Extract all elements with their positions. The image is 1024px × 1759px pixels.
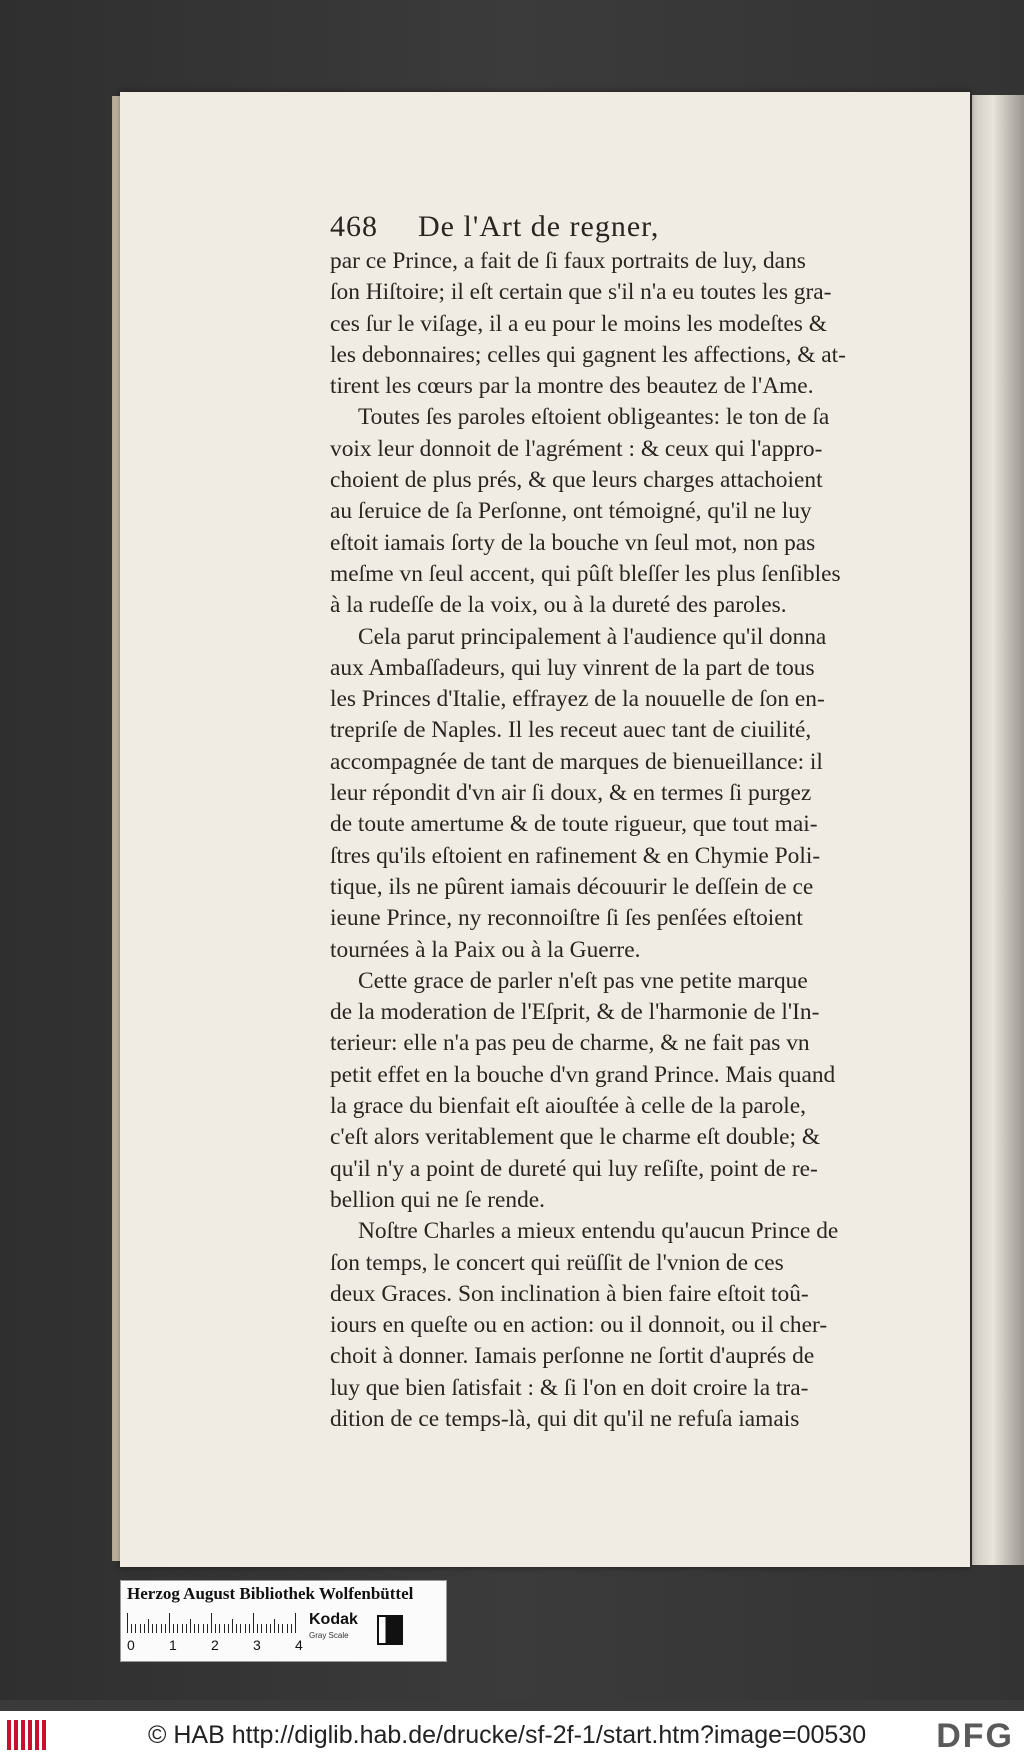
ruler-tick <box>207 1624 208 1633</box>
ruler-tick <box>295 1613 296 1633</box>
ruler-tick <box>148 1619 149 1633</box>
ruler-number: 4 <box>295 1637 303 1653</box>
ruler-tick <box>152 1624 153 1633</box>
ruler-tick <box>274 1619 275 1633</box>
page-edge-right <box>972 95 1024 1565</box>
ruler-scale <box>127 1611 307 1633</box>
kodak-brand: Kodak <box>309 1611 358 1628</box>
page-number: 468 <box>330 210 378 243</box>
text-lines <box>330 246 890 1435</box>
ruler-tick <box>253 1613 254 1633</box>
text-line: choit à donner. Iamais perſonne ne ſortit d'auprés de <box>330 1343 815 1370</box>
text-line: Noſtre Charles a mieux entendu qu'aucun Prince de <box>358 1218 839 1245</box>
text-line: eſtoit iamais ſorty de la bouche vn ſeul mot, non pas <box>330 529 816 556</box>
ruler-tick <box>190 1619 191 1633</box>
text-line: terieur: elle n'a pas peu de charme, & ne fait pas vn <box>330 1030 810 1057</box>
ruler-tick <box>245 1624 246 1633</box>
ruler-tick <box>140 1624 141 1633</box>
text-line: luy que bien ſatisfait : & ſi l'on en doit croire la tra- <box>330 1374 809 1401</box>
ruler-tick <box>182 1624 183 1633</box>
text-line: leur répondit d'vn air ſi doux, & en termes ſi purgez <box>330 780 812 807</box>
ruler-tick <box>278 1624 279 1633</box>
text-line: Cette grace de parler n'eſt pas vne petite marque <box>358 967 808 994</box>
ruler-tick <box>257 1624 258 1633</box>
ruler-tick <box>211 1613 212 1633</box>
text-line: de toute amertume & de toute rigueur, que tout mai- <box>330 811 818 838</box>
ruler-number: 3 <box>253 1637 261 1653</box>
text-line: deux Graces. Son inclination à bien faire eſtoit toû- <box>330 1280 809 1307</box>
hab-logo-icon <box>4 1717 48 1753</box>
text-line: voix leur donnoit de l'agrément : & ceux qui l'appro- <box>330 435 823 462</box>
ruler-tick <box>144 1624 145 1633</box>
text-line: au ſeruice de ſa Perſonne, ont témoigné, qu'il ne luy <box>330 498 812 525</box>
ruler-tick <box>131 1624 132 1633</box>
running-title: De l'Art de regner, <box>418 210 660 243</box>
text-line: meſme vn ſeul accent, qui pûſt bleſſer les plus ſenſibles <box>330 560 841 587</box>
text-line: ſtres qu'ils eſtoient en rafinement & en Chymie Poli- <box>330 842 821 869</box>
text-line: qu'il n'y a point de dureté qui luy reſiſte, point de re- <box>330 1155 818 1182</box>
ruler-tick <box>291 1624 292 1633</box>
ruler-tick <box>186 1624 187 1633</box>
text-line: par ce Prince, a fait de ſi faux portraits de luy, dans <box>330 248 806 274</box>
text-line: tirent les cœurs par la montre des beautez de l'Ame. <box>330 373 814 400</box>
ruler-number: 0 <box>127 1637 135 1653</box>
ruler-tick <box>173 1624 174 1633</box>
text-line: les Princes d'Italie, effrayez de la nouuelle de ſon en- <box>330 686 825 713</box>
ruler-tick <box>249 1624 250 1633</box>
ruler-tick <box>266 1624 267 1633</box>
text-line: la grace du bienfait eſt aiouſtée à celle de la parole, <box>330 1093 807 1120</box>
ruler-number: 2 <box>211 1637 219 1653</box>
text-line: tournées à la Paix ou à la Guerre. <box>330 936 641 963</box>
ruler-tick <box>165 1624 166 1633</box>
footer-bar <box>0 1711 1024 1759</box>
ruler-tick <box>194 1624 195 1633</box>
text-line: Toutes ſes paroles eſtoient obligeantes: le ton de ſa <box>358 404 830 431</box>
ruler-tick <box>169 1613 170 1633</box>
ruler-tick <box>287 1624 288 1633</box>
ruler-tick <box>236 1624 237 1633</box>
ruler-tick <box>240 1624 241 1633</box>
ruler-tick <box>161 1624 162 1633</box>
archive-label <box>120 1580 447 1662</box>
grayscale-swatch-icon <box>377 1615 403 1645</box>
library-name: Herzog August Bibliothek Wolfenbüttel <box>127 1584 414 1603</box>
ruler-number: 1 <box>169 1637 177 1653</box>
page-text <box>330 210 890 1435</box>
ruler-tick <box>219 1624 220 1633</box>
ruler-tick <box>215 1624 216 1633</box>
ruler-tick <box>198 1624 199 1633</box>
text-line: à la rudeſſe de la voix, ou à la dureté des paroles. <box>330 592 787 619</box>
text-line: iours en queſte ou en action: ou il donnoit, ou il cher- <box>330 1312 828 1339</box>
ruler-tick <box>224 1624 225 1633</box>
text-line: petit effet en la bouche d'vn grand Prince. Mais quand <box>330 1061 836 1088</box>
ruler-tick <box>228 1624 229 1633</box>
ruler-tick <box>177 1624 178 1633</box>
text-line: ſon temps, le concert qui reüſſit de l'vnion de ces <box>330 1249 784 1276</box>
text-line: aux Ambaſſadeurs, qui luy vinrent de la part de tous <box>330 654 815 681</box>
text-line: bellion qui ne ſe rende. <box>330 1186 545 1213</box>
kodak-subtitle: Gray Scale <box>309 1631 349 1640</box>
ruler-tick <box>203 1624 204 1633</box>
dfg-logo: DFG <box>936 1717 1014 1755</box>
text-line: ſon Hiſtoire; il eſt certain que s'il n'a eu toutes les gra- <box>330 279 832 306</box>
text-line: les debonnaires; celles qui gagnent les affections, & at- <box>330 341 846 368</box>
ruler-tick <box>261 1624 262 1633</box>
text-line: de la moderation de l'Eſprit, & de l'harmonie de l'In- <box>330 999 820 1026</box>
ruler-tick <box>282 1624 283 1633</box>
text-line: accompagnée de tant de marques de bienueillance: il <box>330 748 823 775</box>
text-line: trepriſe de Naples. Il les receut auec tant de ciuilité, <box>330 717 812 744</box>
text-line: tique, ils ne pûrent iamais découurir le deſſein de ce <box>330 873 814 900</box>
text-line: choient de plus prés, & que leurs charges attachoient <box>330 467 823 494</box>
text-line: Cela parut principalement à l'audience qu'il donna <box>358 623 827 650</box>
running-head <box>330 210 890 246</box>
ruler-tick <box>232 1619 233 1633</box>
footer-copyright-link[interactable]: © HAB http://diglib.hab.de/drucke/sf-2f-1/start.htm?image=00530 <box>148 1720 867 1749</box>
text-line: dition de ce temps-là, qui dit qu'il ne refuſa iamais <box>330 1405 800 1432</box>
text-line: c'eſt alors veritablement que le charme eſt double; & <box>330 1124 821 1151</box>
ruler-tick <box>270 1624 271 1633</box>
text-line: ieune Prince, ny reconnoiſtre ſi ſes penſées eſtoient <box>330 905 803 932</box>
ruler-tick <box>127 1613 128 1633</box>
text-line: ces ſur le viſage, il a eu pour le moins les modeſtes & <box>330 310 827 337</box>
ruler-tick <box>135 1624 136 1633</box>
ruler-tick <box>156 1624 157 1633</box>
